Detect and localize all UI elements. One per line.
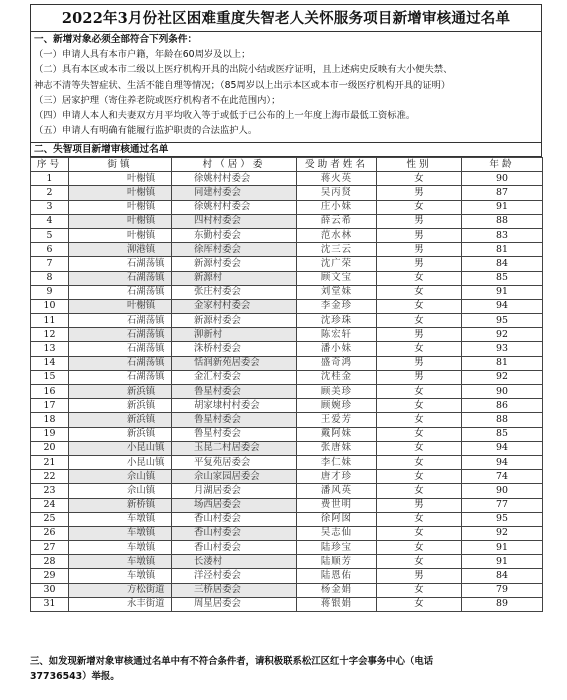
row-name: 杨金娟: [297, 583, 377, 597]
row-name: 吴丙贤: [297, 186, 377, 200]
row-gender: 男: [377, 370, 462, 384]
row-index: 25: [31, 512, 69, 526]
table-row: [31, 328, 543, 342]
row-index: 20: [31, 441, 69, 455]
table-row: [31, 512, 543, 526]
row-gender: 女: [377, 455, 462, 469]
row-age: 81: [462, 243, 543, 257]
row-age: 91: [462, 555, 543, 569]
table-row: [31, 555, 543, 569]
row-village: 月湖居委会: [172, 484, 297, 498]
row-name: 李仁妹: [297, 455, 377, 469]
row-name: 顾文宝: [297, 271, 377, 285]
table-row: [31, 526, 543, 540]
row-street: 车墩镇: [69, 569, 172, 583]
row-street: 方松街道: [69, 583, 172, 597]
eligibility-conditions: [30, 31, 542, 143]
row-gender: 女: [377, 200, 462, 214]
row-name: 吴志仙: [297, 526, 377, 540]
row-village: 鲁星村委会: [172, 385, 297, 399]
row-age: 93: [462, 342, 543, 356]
row-name: 沈珍珠: [297, 314, 377, 328]
row-age: 85: [462, 427, 543, 441]
row-name: 徐阿囡: [297, 512, 377, 526]
row-gender: 女: [377, 512, 462, 526]
table-row: [31, 299, 543, 313]
row-gender: 女: [377, 285, 462, 299]
row-gender: 女: [377, 271, 462, 285]
row-age: 91: [462, 285, 543, 299]
row-village: 同建村委会: [172, 186, 297, 200]
row-street: 泖港镇: [69, 243, 172, 257]
row-street: 车墩镇: [69, 512, 172, 526]
table-row: [31, 541, 543, 555]
row-gender: 女: [377, 470, 462, 484]
row-index: 13: [31, 342, 69, 356]
table-row: [31, 186, 543, 200]
row-name: 陆珍宝: [297, 541, 377, 555]
row-index: 8: [31, 271, 69, 285]
row-age: 85: [462, 271, 543, 285]
row-village: 四村村委会: [172, 214, 297, 228]
row-street: 佘山镇: [69, 484, 172, 498]
table-row: [31, 200, 543, 214]
condition-line: （四）申请人本人和夫妻双方月平均收入等于或低于已公布的上一年度上海市最低工资标准。: [34, 110, 416, 122]
row-village: 徐姚村村委会: [172, 200, 297, 214]
condition-line: 神志不清等失智症状、生活不能自理等情况；（85周岁以上出示本区或本市一级医疗机构开具的证明）: [34, 79, 451, 91]
table-row: [31, 484, 543, 498]
row-age: 92: [462, 370, 543, 384]
row-age: 94: [462, 455, 543, 469]
row-street: 新浜镇: [69, 413, 172, 427]
row-street: 佘山镇: [69, 470, 172, 484]
row-village: 新源村委会: [172, 314, 297, 328]
row-index: 27: [31, 541, 69, 555]
row-name: 潘小妹: [297, 342, 377, 356]
row-village: 场西居委会: [172, 498, 297, 512]
table-row: [31, 569, 543, 583]
row-gender: 女: [377, 399, 462, 413]
row-village: 香山村委会: [172, 526, 297, 540]
row-name: 陆恩佑: [297, 569, 377, 583]
row-village: 香山村委会: [172, 512, 297, 526]
row-village: 周星居委会: [172, 597, 297, 611]
section2-heading: 二、失智项目新增审核通过名单: [30, 143, 542, 157]
table-row: [31, 498, 543, 512]
row-index: 7: [31, 257, 69, 271]
row-street: 车墩镇: [69, 541, 172, 555]
row-index: 1: [31, 172, 69, 186]
row-gender: 女: [377, 583, 462, 597]
row-name: 顾婉珍: [297, 399, 377, 413]
row-index: 3: [31, 200, 69, 214]
table-row: [31, 172, 543, 186]
row-age: 90: [462, 172, 543, 186]
row-name: 潘风英: [297, 484, 377, 498]
condition-line: （一）申请人具有本市户籍，年龄在60周岁及以上；: [34, 49, 251, 61]
row-street: 石湖荡镇: [69, 285, 172, 299]
row-gender: 男: [377, 186, 462, 200]
row-village: 洙桥村委会: [172, 342, 297, 356]
table-row: [31, 583, 543, 597]
row-index: 22: [31, 470, 69, 484]
report-notice-line2: 37736543）举报。: [30, 671, 120, 682]
table-row: [31, 413, 543, 427]
row-index: 6: [31, 243, 69, 257]
row-gender: 女: [377, 555, 462, 569]
row-gender: 女: [377, 427, 462, 441]
row-village: 金家村村委会: [172, 299, 297, 313]
row-age: 95: [462, 512, 543, 526]
row-village: 长溇村: [172, 555, 297, 569]
row-street: 新桥镇: [69, 498, 172, 512]
table-row: [31, 597, 543, 611]
row-index: 31: [31, 597, 69, 611]
row-village: 鲁星村委会: [172, 413, 297, 427]
row-gender: 女: [377, 597, 462, 611]
row-name: 蒋银娟: [297, 597, 377, 611]
row-name: 沈广荣: [297, 257, 377, 271]
table-row: [31, 455, 543, 469]
row-age: 94: [462, 299, 543, 313]
row-street: 新浜镇: [69, 399, 172, 413]
col-header-name: 受助者姓名: [297, 158, 377, 172]
row-village: 佘山家园居委会: [172, 470, 297, 484]
row-index: 4: [31, 214, 69, 228]
table-row: [31, 243, 543, 257]
row-name: 沈三云: [297, 243, 377, 257]
row-gender: 女: [377, 413, 462, 427]
table-row: [31, 271, 543, 285]
row-name: 顾美珍: [297, 385, 377, 399]
row-street: 新浜镇: [69, 385, 172, 399]
row-street: 叶榭镇: [69, 200, 172, 214]
row-village: 张庄村委会: [172, 285, 297, 299]
condition-line: （二）具有本区或本市二级以上医疗机构开具的出院小结或医疗证明，且上述病史反映有大小便失禁、: [34, 64, 453, 76]
row-index: 29: [31, 569, 69, 583]
row-name: 薛云希: [297, 214, 377, 228]
row-name: 陈宏轩: [297, 328, 377, 342]
row-gender: 男: [377, 214, 462, 228]
table-row: [31, 257, 543, 271]
row-village: 泖新村: [172, 328, 297, 342]
row-street: 石湖荡镇: [69, 356, 172, 370]
condition-line: （五）申请人有明确有能履行监护职责的合法监护人。: [34, 125, 258, 137]
row-name: 戴阿妹: [297, 427, 377, 441]
row-name: 李金珍: [297, 299, 377, 313]
row-age: 88: [462, 214, 543, 228]
row-index: 16: [31, 385, 69, 399]
row-index: 21: [31, 455, 69, 469]
table-header-row: [31, 158, 543, 172]
table-row: [31, 342, 543, 356]
table-row: [31, 370, 543, 384]
row-index: 5: [31, 228, 69, 242]
row-index: 11: [31, 314, 69, 328]
col-header-index: 序号: [31, 158, 69, 172]
table-row: [31, 356, 543, 370]
row-age: 88: [462, 413, 543, 427]
row-name: 王爱芳: [297, 413, 377, 427]
row-index: 10: [31, 299, 69, 313]
row-age: 74: [462, 470, 543, 484]
row-gender: 女: [377, 526, 462, 540]
row-index: 28: [31, 555, 69, 569]
row-gender: 男: [377, 243, 462, 257]
row-index: 26: [31, 526, 69, 540]
row-street: 石湖荡镇: [69, 314, 172, 328]
row-name: 费世明: [297, 498, 377, 512]
row-age: 95: [462, 314, 543, 328]
table-row: [31, 399, 543, 413]
row-age: 90: [462, 385, 543, 399]
row-gender: 男: [377, 328, 462, 342]
row-village: 徐姚村村委会: [172, 172, 297, 186]
row-village: 洋泾村委会: [172, 569, 297, 583]
row-age: 84: [462, 257, 543, 271]
row-name: 蒋火英: [297, 172, 377, 186]
row-index: 12: [31, 328, 69, 342]
row-gender: 男: [377, 569, 462, 583]
row-street: 车墩镇: [69, 555, 172, 569]
row-street: 石湖荡镇: [69, 257, 172, 271]
row-village: 东勤村委会: [172, 228, 297, 242]
table-body: [31, 172, 543, 612]
row-street: 石湖荡镇: [69, 328, 172, 342]
row-village: 平复苑居委会: [172, 455, 297, 469]
table-row: [31, 314, 543, 328]
row-age: 92: [462, 526, 543, 540]
row-name: 张唐妹: [297, 441, 377, 455]
row-name: 沈桂金: [297, 370, 377, 384]
row-index: 23: [31, 484, 69, 498]
row-village: 恬润新苑居委会: [172, 356, 297, 370]
row-age: 77: [462, 498, 543, 512]
row-gender: 女: [377, 342, 462, 356]
condition-line: （三）居家护理（寄住养老院或医疗机构者不在此范围内）；: [34, 94, 281, 106]
row-gender: 女: [377, 541, 462, 555]
table-row: [31, 385, 543, 399]
row-index: 18: [31, 413, 69, 427]
row-gender: 男: [377, 228, 462, 242]
row-street: 叶榭镇: [69, 172, 172, 186]
row-name: 刘堂妹: [297, 285, 377, 299]
row-age: 87: [462, 186, 543, 200]
row-index: 24: [31, 498, 69, 512]
row-street: 叶榭镇: [69, 228, 172, 242]
row-index: 14: [31, 356, 69, 370]
row-street: 石湖荡镇: [69, 342, 172, 356]
row-age: 91: [462, 200, 543, 214]
table-row: [31, 441, 543, 455]
col-header-street: 街镇: [69, 158, 172, 172]
row-gender: 男: [377, 257, 462, 271]
row-age: 94: [462, 441, 543, 455]
row-street: 叶榭镇: [69, 186, 172, 200]
report-notice-line1: 三、如发现新增对象审核通过名单中有不符合条件者，请积极联系松江区红十字会事务中心（电话: [30, 656, 434, 667]
row-village: 鲁星村委会: [172, 427, 297, 441]
row-gender: 女: [377, 484, 462, 498]
row-street: 叶榭镇: [69, 299, 172, 313]
row-street: 石湖荡镇: [69, 271, 172, 285]
row-name: 陆顺芳: [297, 555, 377, 569]
row-index: 19: [31, 427, 69, 441]
row-village: 三桥居委会: [172, 583, 297, 597]
row-gender: 女: [377, 299, 462, 313]
row-age: 84: [462, 569, 543, 583]
row-gender: 男: [377, 356, 462, 370]
report-notice: [30, 654, 542, 684]
col-header-village: 村（居）委: [172, 158, 297, 172]
table-row: [31, 214, 543, 228]
row-gender: 女: [377, 385, 462, 399]
row-street: 车墩镇: [69, 526, 172, 540]
row-street: 石湖荡镇: [69, 370, 172, 384]
row-name: 盛奇鸿: [297, 356, 377, 370]
row-village: 玉昆二村居委会: [172, 441, 297, 455]
row-village: 新源村委会: [172, 257, 297, 271]
row-age: 79: [462, 583, 543, 597]
table-row: [31, 470, 543, 484]
row-street: 小昆山镇: [69, 441, 172, 455]
row-gender: 女: [377, 314, 462, 328]
row-index: 9: [31, 285, 69, 299]
row-age: 81: [462, 356, 543, 370]
row-village: 徐厍村委会: [172, 243, 297, 257]
row-street: 永丰街道: [69, 597, 172, 611]
row-gender: 女: [377, 441, 462, 455]
row-age: 86: [462, 399, 543, 413]
row-street: 小昆山镇: [69, 455, 172, 469]
row-gender: 女: [377, 172, 462, 186]
row-index: 2: [31, 186, 69, 200]
row-index: 30: [31, 583, 69, 597]
table-row: [31, 285, 543, 299]
row-age: 92: [462, 328, 543, 342]
row-village: 胡家埭村村委会: [172, 399, 297, 413]
row-gender: 男: [377, 498, 462, 512]
section1-heading: 一、新增对象必须全部符合下列条件：: [34, 34, 198, 45]
col-header-gender: 性别: [377, 158, 462, 172]
row-village: 金汇村委会: [172, 370, 297, 384]
row-street: 新浜镇: [69, 427, 172, 441]
approved-list-table: [30, 157, 543, 612]
table-row: [31, 427, 543, 441]
row-age: 89: [462, 597, 543, 611]
row-name: 庄小妹: [297, 200, 377, 214]
row-index: 15: [31, 370, 69, 384]
row-index: 17: [31, 399, 69, 413]
row-age: 91: [462, 541, 543, 555]
row-age: 83: [462, 228, 543, 242]
row-street: 叶榭镇: [69, 214, 172, 228]
row-name: 唐才珍: [297, 470, 377, 484]
document-title: 2022年3月份社区困难重度失智老人关怀服务项目新增审核通过名单: [30, 4, 542, 32]
row-name: 范水林: [297, 228, 377, 242]
table-row: [31, 228, 543, 242]
row-age: 90: [462, 484, 543, 498]
row-village: 新源村: [172, 271, 297, 285]
row-village: 香山村委会: [172, 541, 297, 555]
col-header-age: 年龄: [462, 158, 543, 172]
